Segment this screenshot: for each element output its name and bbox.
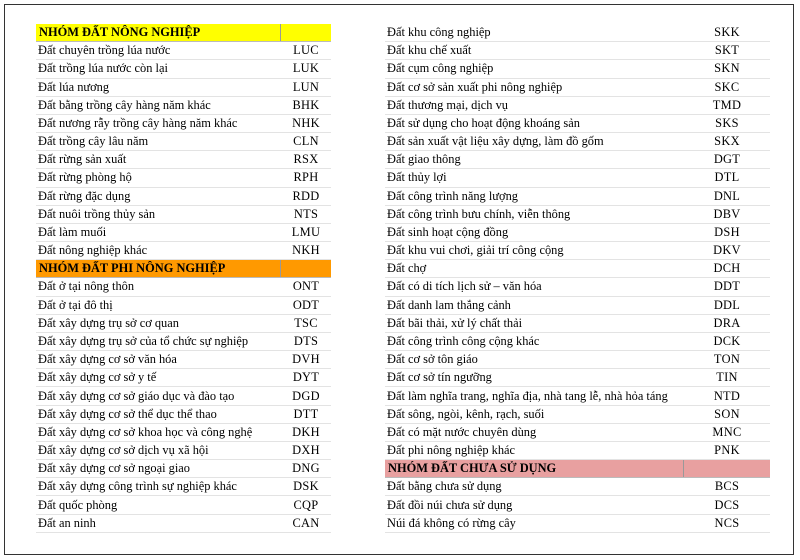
land-type-name: Đất chuyên trồng lúa nước — [38, 43, 171, 58]
table-row — [385, 169, 770, 187]
land-type-name: Đất ở tại đô thị — [38, 297, 113, 312]
land-type-name: Đất xây dựng cơ sở ngoại giao — [38, 461, 190, 476]
land-type-name: Đất chợ — [387, 261, 427, 276]
table-row — [36, 97, 331, 115]
table-row — [36, 206, 331, 224]
table-row — [385, 406, 770, 424]
land-type-code: ONT — [292, 279, 320, 294]
table-row — [36, 478, 331, 496]
table-row — [385, 496, 770, 514]
land-type-name: Đất cụm công nghiệp — [387, 61, 494, 76]
land-type-code: SKN — [714, 61, 740, 76]
land-type-code: LUK — [292, 61, 320, 76]
land-type-code: DNG — [292, 461, 320, 476]
land-type-code: SON — [714, 406, 740, 421]
table-row — [36, 369, 331, 387]
land-type-code: NKH — [292, 243, 320, 258]
group-code-cell — [280, 260, 331, 277]
land-type-name: Đất có mặt nước chuyên dùng — [387, 424, 537, 439]
land-type-name: Đất phi nông nghiệp khác — [387, 443, 516, 458]
table-row — [36, 242, 331, 260]
land-type-code: LUN — [292, 79, 320, 94]
land-type-name: Đất trồng cây lâu năm — [38, 134, 149, 149]
land-type-name: Đất xây dựng cơ sở khoa học và công nghệ — [38, 424, 253, 439]
land-type-name: Đất cơ sở sản xuất phi nông nghiệp — [387, 79, 563, 94]
table-row — [36, 151, 331, 169]
table-row — [385, 206, 770, 224]
table-row — [385, 60, 770, 78]
land-type-code: DTL — [714, 170, 740, 185]
land-type-code: SKS — [715, 115, 739, 130]
land-type-name: Núi đá không có rừng cây — [387, 515, 516, 530]
land-type-name: Đất rừng phòng hộ — [38, 170, 132, 185]
land-type-name: Đất xây dựng cơ sở văn hóa — [38, 352, 177, 367]
table-row — [36, 442, 331, 460]
land-type-code: DRA — [713, 315, 741, 330]
table-row — [36, 60, 331, 78]
land-type-name: Đất công trình công cộng khác — [387, 334, 540, 348]
table-row — [385, 115, 770, 133]
table-row — [36, 115, 331, 133]
land-type-name: Đất sản xuất vật liệu xây dựng, làm đồ gốm — [387, 134, 604, 149]
land-type-name: Đất ở tại nông thôn — [38, 279, 135, 294]
land-type-name: Đất cơ sở tín ngưỡng — [387, 370, 492, 385]
land-type-code: LUC — [293, 43, 319, 58]
table-row — [385, 369, 770, 387]
land-type-name: Đất rừng đặc dụng — [38, 188, 131, 203]
table-row — [36, 278, 331, 296]
group-title: NHÓM ĐẤT NÔNG NGHIỆP — [39, 25, 201, 40]
table-row — [36, 387, 331, 405]
table-row — [385, 260, 770, 278]
land-type-name: Đất sử dụng cho hoạt động khoáng sản — [387, 115, 580, 130]
land-type-code: CLN — [293, 134, 319, 149]
land-type-name: Đất quốc phòng — [38, 497, 118, 512]
land-type-code: SKC — [714, 79, 740, 94]
table-row — [36, 515, 331, 533]
table-row — [385, 133, 770, 151]
land-type-name: Đất công trình năng lượng — [387, 188, 518, 203]
table-row — [36, 169, 331, 187]
land-type-name: Đất xây dựng cơ sở dịch vụ xã hội — [38, 443, 209, 458]
land-type-code: DXH — [292, 443, 320, 458]
group-code-cell — [280, 24, 331, 41]
table-row — [36, 406, 331, 424]
land-type-name: Đất làm nghĩa trang, nghĩa địa, nhà tang lễ, nhà hỏa táng — [387, 388, 668, 403]
land-type-name: Đất khu chế xuất — [387, 43, 472, 58]
table-row — [385, 151, 770, 169]
land-type-code: SKX — [714, 134, 740, 149]
land-type-name: Đất lúa nương — [38, 79, 110, 94]
table-row — [385, 351, 770, 369]
table-row — [385, 478, 770, 496]
table-row — [36, 42, 331, 60]
land-type-name: Đất cơ sở tôn giáo — [387, 352, 478, 367]
land-type-name: Đất nuôi trồng thủy sản — [38, 206, 156, 221]
table-row — [36, 79, 331, 97]
table-row — [385, 424, 770, 442]
land-type-code: LMU — [291, 224, 321, 239]
land-type-code: DCS — [714, 497, 740, 512]
land-type-code: BCS — [714, 479, 740, 494]
land-type-code: DTS — [293, 334, 319, 348]
land-type-name: Đất nương rẫy trồng cây hàng năm khác — [38, 115, 238, 130]
land-type-code: DKV — [713, 243, 741, 258]
table-row — [36, 496, 331, 514]
land-type-code: TMD — [712, 97, 742, 112]
land-type-code: DSK — [293, 479, 319, 494]
land-type-name: Đất danh lam thắng cảnh — [387, 297, 511, 312]
land-type-code: DCH — [713, 261, 741, 276]
land-type-code: CAN — [292, 515, 320, 530]
table-row — [385, 333, 770, 351]
group-title: NHÓM ĐẤT PHI NÔNG NGHIỆP — [39, 261, 226, 276]
group-header — [36, 260, 331, 278]
group-header — [385, 460, 770, 478]
land-type-code: NHK — [292, 115, 320, 130]
land-type-code: DVH — [292, 352, 320, 367]
table-row — [36, 224, 331, 242]
land-type-name: Đất khu vui chơi, giải trí công cộng — [387, 243, 564, 258]
table-row — [385, 242, 770, 260]
land-type-code: DTT — [293, 406, 319, 421]
land-type-code: TON — [713, 352, 741, 367]
land-type-name: Đất trồng lúa nước còn lại — [38, 61, 168, 76]
land-type-name: Đất khu công nghiệp — [387, 25, 491, 40]
table-row — [385, 515, 770, 533]
land-type-code: NTD — [713, 388, 741, 403]
land-type-code: DBV — [713, 206, 741, 221]
land-type-code: DNL — [713, 188, 741, 203]
land-type-code: SKT — [714, 43, 740, 58]
land-type-name: Đất xây dựng cơ sở thể dục thể thao — [38, 406, 217, 421]
land-type-code: PNK — [714, 443, 740, 458]
land-type-code: NTS — [293, 206, 319, 221]
table-row — [385, 315, 770, 333]
table-row — [36, 188, 331, 206]
land-type-name: Đất giao thông — [387, 152, 461, 167]
table-row — [385, 97, 770, 115]
land-code-table-left — [36, 24, 331, 533]
table-row — [385, 188, 770, 206]
table-row — [385, 442, 770, 460]
land-type-name: Đất công trình bưu chính, viễn thông — [387, 206, 571, 221]
table-row — [385, 224, 770, 242]
land-type-name: Đất an ninh — [38, 515, 96, 530]
land-type-name: Đất bãi thải, xử lý chất thải — [387, 315, 523, 330]
land-type-code: RSX — [293, 152, 319, 167]
land-type-name: Đất làm muối — [38, 224, 107, 239]
land-type-name: Đất thương mại, dịch vụ — [387, 97, 508, 112]
table-row — [36, 315, 331, 333]
land-type-name: Đất có di tích lịch sử – văn hóa — [387, 279, 542, 294]
land-type-name: Đất xây dựng công trình sự nghiệp khác — [38, 479, 237, 494]
table-row — [36, 460, 331, 478]
land-type-code: SKK — [714, 25, 740, 40]
land-code-table-right — [385, 24, 770, 533]
table-row — [385, 387, 770, 405]
land-type-name: Đất rừng sản xuất — [38, 152, 127, 167]
table-row — [36, 424, 331, 442]
land-type-name: Đất sông, ngòi, kênh, rạch, suối — [387, 406, 545, 421]
table-row — [385, 278, 770, 296]
land-type-name: Đất sinh hoạt cộng đồng — [387, 224, 509, 239]
land-type-code: DYT — [292, 370, 320, 385]
land-type-code: DSH — [714, 224, 740, 239]
table-row — [385, 24, 770, 42]
land-type-code: RDD — [292, 188, 320, 203]
land-type-code: DCK — [713, 334, 741, 348]
group-title: NHÓM ĐẤT CHƯA SỬ DỤNG — [388, 461, 557, 476]
land-type-name: Đất bằng trồng cây hàng năm khác — [38, 97, 211, 112]
land-type-name: Đất đồi núi chưa sử dụng — [387, 497, 513, 512]
land-type-code: DGT — [713, 152, 741, 167]
land-type-name: Đất xây dựng trụ sở của tổ chức sự nghiệp — [38, 334, 249, 348]
land-type-name: Đất xây dựng cơ sở y tế — [38, 370, 157, 385]
land-type-name: Đất bằng chưa sử dụng — [387, 479, 502, 494]
land-type-code: DDL — [713, 297, 741, 312]
land-type-code: DGD — [292, 388, 320, 403]
table-row — [36, 351, 331, 369]
land-type-code: TIN — [716, 370, 738, 385]
land-type-code: ODT — [292, 297, 320, 312]
table-row — [385, 42, 770, 60]
group-header — [36, 24, 331, 42]
land-type-code: BHK — [292, 97, 320, 112]
table-row — [36, 297, 331, 315]
group-code-cell — [683, 460, 770, 477]
land-type-code: CQP — [293, 497, 319, 512]
land-type-name: Đất xây dựng trụ sở cơ quan — [38, 315, 179, 330]
land-type-code: DKH — [292, 424, 320, 439]
land-type-name: Đất xây dựng cơ sở giáo dục và đào tạo — [38, 388, 235, 403]
table-row — [385, 297, 770, 315]
land-type-name: Đất thủy lợi — [387, 170, 447, 185]
land-type-code: NCS — [714, 515, 740, 530]
table-row — [36, 133, 331, 151]
land-type-code: MNC — [712, 424, 742, 439]
land-type-name: Đất nông nghiệp khác — [38, 243, 148, 258]
table-row — [36, 333, 331, 351]
land-type-code: TSC — [294, 315, 318, 330]
land-type-code: RPH — [293, 170, 319, 185]
table-row — [385, 79, 770, 97]
land-type-code: DDT — [713, 279, 741, 294]
